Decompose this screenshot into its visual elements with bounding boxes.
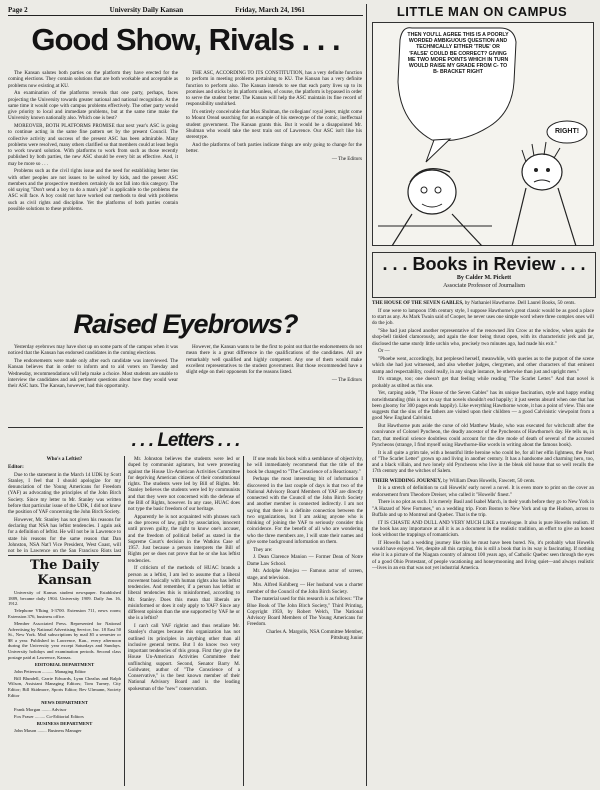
paragraph: Or — [378,348,390,355]
paragraph: An examination of the platforms reveals that one party, perhaps, faces projecting the University towards greater national and national recognition. At the same time it would cope with campus problems effectively. The other party would give priority to local and immediate problems, but at the same time make the University known nationally also. Which one is best? [8,90,178,122]
books-byline-title: Associate Professor of Journalism [443,282,525,289]
books-box [372,252,596,298]
letter-heading: Who's a Leftist? [46,456,83,462]
signer: J. Dean Clarence Manion — Former Dean of Notre Dame Law School. [247,554,363,567]
paragraph: But Hawthorne puts aside the curse of old Matthew Maule, who was executed for witchcraft after the connivance of Colonel Pyncheon, the deadly ancestor of the Pyncheons of Hawthorne's day. He tells us, in fact, that medical science doubtless could account for the dire mode of death of several of the accursed Pyncheons (strange, I find myself using Hawthorne-like words in writing about the famous book). [372,423,594,448]
editorial-title-good-show: Good Show, Rivals . . . [31,22,340,57]
page-number: Page 2 [8,6,28,14]
paragraph: "Phoebe went, accordingly, but perplexed herself, meanwhile, with queries as to the purport of the scene which she had just witnessed, and also whether judges, clergymen, and other characters of that eminent stamp and respectability, could really, in any single instance, be otherwise than just and upright men." [372,356,594,375]
paragraph: The Kansan salutes both parties on the platform they have erected for the coming elections. They contain solutions that are both workable and acceptable as problems now existing at KU. [8,70,178,89]
paragraph: Due to the statement in the March 14 UDK by Scott Stanley, I feel that I should apologize for my denunciation of the Young Americans for Freedom (YAF) as advocating the principles of the John Birch Society. Since my letter to Mr. Stanley was written before that particular issue of the UDK, I did not know the position of YAF concerning the John Birch Society. [8,471,121,515]
paragraph: The endorsements were made only after each candidate was interviewed. The Kansan believes that in order to inform and to aid voters on Tuesday and Wednesday, recommendations will help make a choice. Most students are unable to interview the candidates and ask pertinent questions about how they would wear their ASC hats. The Kansan, however, had this opportunity. [8,358,178,389]
paragraph: Perhaps the most interesting bit of information I discovered in the last couple of days is that two of the National Advisory Board Members of YAF are directly connected with the Council of the John Birch Society and another member is connected indirectly. I am not saying that there is a definite connection between the two organizations, but I am asking anyone who is thinking of joining the YAF to seriously consider this coincidence. For the benefit of all who are wondering who the three members are, I will state their names and give some background information on them. [247,476,363,545]
staff-line: Frank Morgan ........ Advisor [14,706,67,712]
staff-line: Fox Fraser ......... Co-Editorial Editors [14,713,84,719]
staff-section: BUSINESS DEPARTMENT [36,720,93,726]
paragraph: I can't call YAF rightist and thus retaliate Mr. Stanley's charges because this organization has not outlined its principles in anything other than all inclusive general terms. But I do know two very important tendencies of this group. First they give the House Un-American Activities Committee their unflinching support. Second, Senator Barry M. Goldwater, author of "The Conscience of a Conservative," is the best known member of their National Advisory Board and is the leading spokesman of the "new" conservatism. [128,623,240,692]
paragraph: They are: [253,546,273,553]
staff-line: Bill Blundell, Carrie Edwards, Lynn Chealus and Ralph Wilson, Assistant Managing Editors; Tom Turney, City Editor; Bill Skidmore, Sports Editor; Bev Ulrmann, Society Editor [8,675,121,698]
masthead-section: EDITORIAL DEPARTMENT [34,661,95,667]
letters-col-2 [128,456,240,786]
cartoon-title: LITTLE MAN ON CAMPUS [396,4,568,19]
masthead-nameplate: The Daily Kansan [29,558,100,588]
paragraph: And the platforms of both parties indicate things are only going to change for the better. [186,141,362,154]
letters-title: . . . Letters . . . [131,430,240,451]
paragraph: If one reads his book with a semblance of objectivity, he will immediately recommend that the title of the book be changed to "The Conscience of a Reactionary." [247,456,363,475]
masthead-line: University of Kansas student newspaper. Established 1889, became daily 1904. University 1909. Daily Jan. 16, 1912. [8,590,121,607]
staff-line: John Petterson .......... Managing Editor [14,668,86,674]
letter-signature: Charles A. Margolis, NSA Committee Member, Pittsburg Junior [265,629,363,642]
letter-salutation: Editor: [8,463,24,470]
editorial-signature: — The Editors [331,376,362,383]
main-column-divider [366,4,367,786]
editorial2-col-right [186,344,362,424]
paragraph: It is a stretch of definition to call Howells' early novel a novel. It is even more to print on the cover an endorsement from Theodore Dreiser, who called it "Howells' finest." [372,485,594,498]
paragraph: Yet, carping aside, "The House of the Seven Gables" has its unique fascination, style and happy ending notwithstanding (this is not to say that novels shouldn't end happily; it just seems absurd when one that has been gloomy for 300 pages ends happily). Like everything Hawthorne wrote, it has a point of view. This one suggests that the sins of the fathers are visited upon their children — a good Calvinistic viewpoint from a good New England Calvinist. [372,390,594,422]
paragraph: MOREOVER, BOTH PLATFORMS PROMISE that next year's ASC is going to continue acting in the same fine pattern set by the present Council. The collective activity and success of the present ASC has been admirable. Many problems were resolved, many others clarified so that members could at least begin to work toward solution. With platforms to work from such as those recently published by both parties, the new ASC should be every bit as effective. And, it may be more so . . . [8,123,178,167]
paragraph: Apparently he is not acquainted with phrases such as due process of law, guilt by association, innocent until proven guilty, the right to know one's accuser, and the freedom of political belief as stated in the Supreme Court's decision in the Watkins Case of 1957. Just because a person interprets the Bill of Rights per se does not prove that he or she has leftist tendencies. [128,513,240,564]
paragraph: If Howells had a wedding journey like this he must have been bored. No, it's probably what Howells would have enjoyed. Yet, despite all this carping, this is still a book that in its way is fascinating. If nothing else it is a picture of the Niagara country of almost 100 years ago, of Catholic Quebec seen through the eyes of a good Ohio Protestant, of people vacationing and honeymooning and living quiet—and always realistic—lives in an era that was not yet industrial America. [372,539,594,571]
editorial1-col-right [186,70,362,306]
letters-col-1 [8,456,121,552]
books-body [372,300,594,786]
paper-name: University Daily Kansan [109,6,184,14]
masthead-rule [8,555,121,556]
masthead-line: Telephone VIking 3-3700. Extension 711, news room; Extension 376, business office. [8,608,121,619]
column-divider [243,456,244,786]
cartoon-panel [372,22,594,246]
paragraph: The material used for this research is as follows: "The Blue Book of The John Birch Society," Third Printing, Copyright 1959, by Robert Welch, The National Advisory Board Members of The Young Americans for Freedom. [247,596,363,628]
paragraph: Problems such as the civil rights issue and the need for establishing better ties with other peoples are not issues to be solved by kids, and the present ASC members and the prospective members certainly do not fall into this category. The old saying "Don't send a boy to do a man's job" is applicable to the problems the ASC will face. A boy could not have worked out methods to deal with problems such as civil rights and discipline. Yet the platforms of both parties contain possible solutions to these problems. [8,168,178,212]
staff-line: John Mason ........ Business Manager [14,728,82,734]
editorial2-col-left [8,344,178,424]
paragraph: Mr. Johnston believes the students were led or duped by communist agitators, but were protesting against the House Un-American Activities Committee for depriving American citizens of their constitutional rights. The students were led by Bill of Rights. Mr. Stanley believes the students were led by communists and that they were not concerned with the defense of the Bill of Rights, however. In any case, HUAC does not type the basic freedom of our heritage. [128,456,240,512]
editorial-signature: — The Editors [331,155,362,162]
paragraph: It's entirely conceivable that Max Shulman, the collegians' royal jester, might come to Mount Oread searching for an example of his stereotype of the comic, ineffectual student government. The Kansan grants this. But it would be a disappointed Mr. Shulman who would take the next train out of Lawrence. Our ASC isn't like his stereotype. [186,109,362,140]
editorial1-col-left [8,70,178,306]
paragraph: "She had just placed another representative of the renowned Jim Crow at the window, when again the shop-bell tinkled clamorously, and again the door being thrust open, with its characteristic jerk and jar, disclosed the same sturdy little urchin who, precisely two minutes ago, had made his exit." [372,328,594,347]
review2-lead [372,478,594,484]
masthead [8,555,121,785]
review2-head: THEIR WEDDING JOURNEY, [372,477,442,484]
review1-head: THE HOUSE OF THE SEVEN GABLES, [372,300,464,306]
books-title: . . . Books in Review . . . [382,254,586,274]
paragraph: It is all quite a grim tale, with a beautiful little heroine who could be, for all her elfin lightness, the Pearl of "The Scarlet Letter" grown up and living in another century. It has a handsome and charming hero, too, and a black villain, and two lonely old Pyncheons who live in the bleak old house that so well recalls the 17th century and the witches of Salem. [372,449,594,475]
paragraph: IT IS CHASTE AND DULL AND VERY MUCH LIKE a travelogue. It also is pure Howells realism. If the book has any importance at all it is as a document in the realistic tradition, an effort to give an honest look without the trappings of romanticism. [372,519,594,538]
paragraph: It's strange, too; one doesn't get that feeling while reading "The Scarlet Letter." And that novel is probably as stilted as this one. [372,376,594,389]
books-byline: By Calder M. Pickett [456,275,512,281]
cartoon-balloon-text: THEN YOU'LL AGREE THIS IS A POORLY WORDED AMBIGUOUS QUESTION AND TECHNICALLY EITHER 'TRUE' OR 'FALSE' COULD BE CORRECT? GIVING ME TWO MORE POINTS WHICH IN TURN WOULD RAISE MY GRADE FROM C- TO B- BRACKET RIGHT [407,32,509,76]
staff-section: NEWS DEPARTMENT [41,699,88,705]
masthead-line: Member Associated Press. Represented for National Advertising by National Advertising Service, Inc. 18 East 50 St., New York. Mail subscriptions by mail $5 a semester or $8 a year. Published in Lawrence, Kan., every afternoon during the University year except Saturdays and Sundays. University holidays and examination periods. Second class postage paid at Lawrence, Kansas. [8,620,121,660]
signer: Mr. Adolphe Menjou — Famous actor of screen, stage, and television. [247,568,363,581]
letters-col-3 [247,456,363,786]
column-divider [124,456,125,786]
paragraph: If one were to lampoon 19th century style, I suppose Hawthorne's great classic would be as good a place to start as any. As Mark Twain said of Cooper, he never uses one simple word where three complex ones will do the job. [372,307,594,327]
paragraph: However, the Kansan wants to be the first to point out that the endorsements do not mean there is a great difference in the qualifications of the candidates. All are remarkably well qualified and highly competent. Any one of them would make excellent representatives to the student government. But those recommended have a slight edge on their opponents for the reasons listed. [186,344,362,375]
paragraph: However, Mr. Stanley has not given his reasons for declaring that NSA has leftist tendencies. I again ask for a definition of leftist. He will not be in Lawrence to state his reasons for the same reason that Dan Johnston, NSA Nat'l Vice President, West Coast, will not be in Lawrence on the San Francisco Riots last [8,516,121,552]
paragraph: There is no plot as such. It is merely Basil and Isabel March, in their youth before they go to New York in "A Hazard of New Fortunes," on a wedding trip. From Boston to New York and up the Hudson, across to Buffalo and up to Montreal and Quebec. That is the trip. [372,499,594,518]
cartoon-reply-text: RIGHT! [554,128,580,135]
signer: Mrs. Alfred Kohlberg — Her husband was a charter member of the Council of the John Birch Society. [247,582,363,595]
header-rule [8,15,363,16]
review2-source: by William Dean Howells, Fawcett, 50 cents. [443,477,536,484]
review1-source: by Nathaniel Hawthorne. Dell Laurel Books, 50 cents. [464,300,576,306]
paragraph: Yesterday eyebrows may have shot up on some parts of the campus when it was noticed that the Kansan has endorsed candidates in the coming elections. [8,344,178,357]
letters-rule [8,427,363,428]
editorial-title-raised-eyebrows: Raised Eyebrows? [73,309,298,339]
masthead-info [8,590,121,735]
review1-lead [372,300,594,306]
issue-date: Friday, March 24, 1961 [235,6,305,14]
paragraph: THE ASC, ACCORDING TO ITS CONSTITUTION, has a very definite function to perform in meeting problems pertaining to KU. The Kansan has a very definite function to perform also. The Kansan intends to see that each party lives up to its promises and sticks by its platform unless, of course, the platform is bypassed in order to serve the student better. The Kansan will help the ASC maintain its fine record of responsibility unshirked. [186,70,362,108]
paragraph: If criticism of the methods of HUAC brands a person as a leftist, I am led to assume that a liberal movement basically with human rights also has leftist tendencies. And remember, if a person has leftist or liberal tendencies this is misinformed, according to Mr. Stanley. Does this mean that liberals are misinformed or does it only apply to YAF? Since any different opinion than the one supported by YAF he or she is a leftist? [128,565,240,622]
